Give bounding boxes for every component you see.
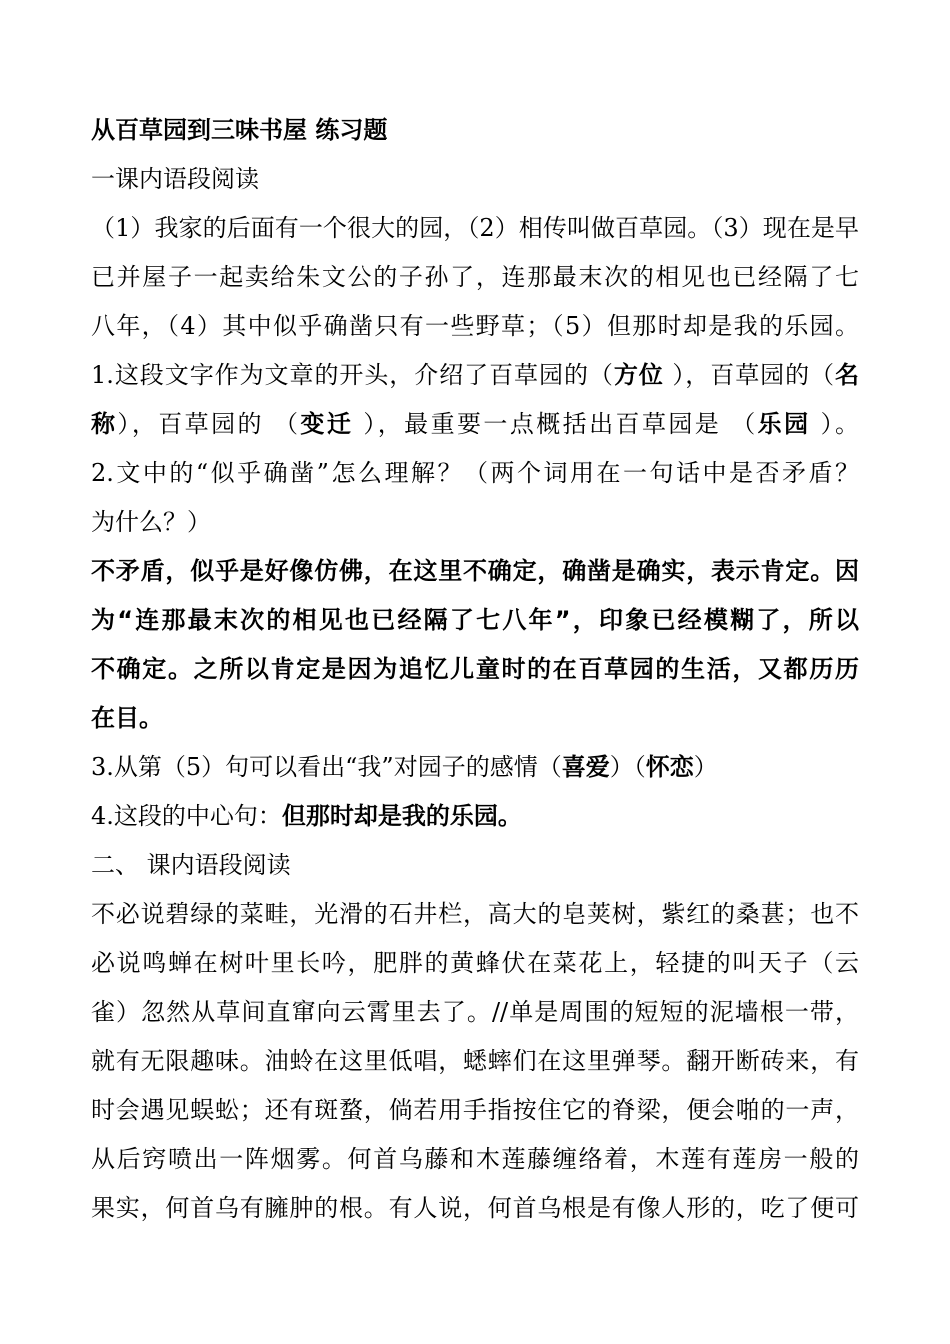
passage-2-line-3: 雀）忽然从草间直窜向云霄里去了。//单是周围的短短的泥墙根一带， [91,998,859,1026]
q1-answer-2b: 称 [91,410,118,438]
passage-1-line-1: （1）我家的后面有一个很大的园，（2）相传叫做百草园。（3）现在是早 [91,214,859,242]
answer-2-line-2: 为“连那最末次的相见也已经隔了七八年”，印象已经模糊了，所以 [91,606,859,634]
answer-2-line-1: 不矛盾，似乎是好像仿佛，在这里不确定，确凿是确实，表示肯定。因 [91,557,859,585]
q3-text-2: ）（ [609,753,646,781]
passage-1-line-3: 八年，（4）其中似乎确凿只有一些野草；（5）但那时却是我的乐园。 [91,312,859,340]
q1-answer-4: 乐园 [757,410,811,438]
q1-answer-2a: 名 [835,361,859,389]
q1-text-2: ），百草园的（ [663,361,835,389]
question-4 [91,792,859,841]
passage-2-line-5: 时会遇见蜈蚣；还有斑蝥，倘若用手指按住它的脊梁，便会啪的一声， [91,1096,859,1124]
passage-1-line-2: 已并屋子一起卖给朱文公的子孙了，连那最末次的相见也已经隔了七 [91,263,859,291]
q4-answer: 但那时却是我的乐园。 [281,802,522,830]
q1-text-4: ），最重要一点概括出百草园是 （ [353,410,758,438]
answer-2-line-3: 不确定。之所以肯定是因为追忆儿童时的在百草园的生活，又都历历 [91,655,859,683]
document-title: 从百草园到三味书屋 练习题 [91,116,388,144]
passage-2-line-7: 果实，何首乌有臃肿的根。有人说，何首乌根是有像人形的，吃了便可 [91,1194,859,1222]
section-1-heading: 一课内语段阅读 [91,165,259,193]
passage-2-line-1: 不必说碧绿的菜畦，光滑的石井栏，高大的皂荚树，紫红的桑葚；也不 [91,900,859,928]
section-2-heading: 二、 课内语段阅读 [91,851,291,879]
q1-text-1: 1.这段文字作为文章的开头，介绍了百草园的（ [91,361,614,389]
q3-text-1: 3.从第（5）句可以看出“我”对园子的感情（ [91,753,562,781]
q1-answer-1: 方位 [613,361,664,389]
document-page [91,106,859,1233]
answer-2-line-4: 在目。 [91,704,163,732]
q3-answer-2: 怀恋 [645,753,694,781]
question-3 [91,743,859,792]
q3-text-3: ） [693,753,718,781]
question-2-line-1: 2.文中的“似乎确凿”怎么理解？（两个词用在一句话中是否矛盾？ [91,459,859,487]
question-1-line-1 [91,351,859,400]
q4-prompt: 4.这段的中心句： [91,802,282,830]
q1-text-3: ），百草园的 （ [117,410,301,438]
passage-2-line-2: 必说鸣蝉在树叶里长吟，肥胖的黄蜂伏在菜花上，轻捷的叫天子（云 [91,949,859,977]
q1-answer-3: 变迁 [300,410,354,438]
q1-text-5: ）。 [810,410,859,438]
passage-2-line-6: 从后窍喷出一阵烟雾。何首乌藤和木莲藤缠络着，木莲有莲房一般的 [91,1145,859,1173]
question-1-line-2 [91,400,859,449]
passage-2-line-4: 就有无限趣味。油蛉在这里低唱，蟋蟀们在这里弹琴。翻开断砖来，有 [91,1047,859,1075]
question-2-line-2: 为什么？） [91,508,211,536]
q3-answer-1: 喜爱 [561,753,610,781]
